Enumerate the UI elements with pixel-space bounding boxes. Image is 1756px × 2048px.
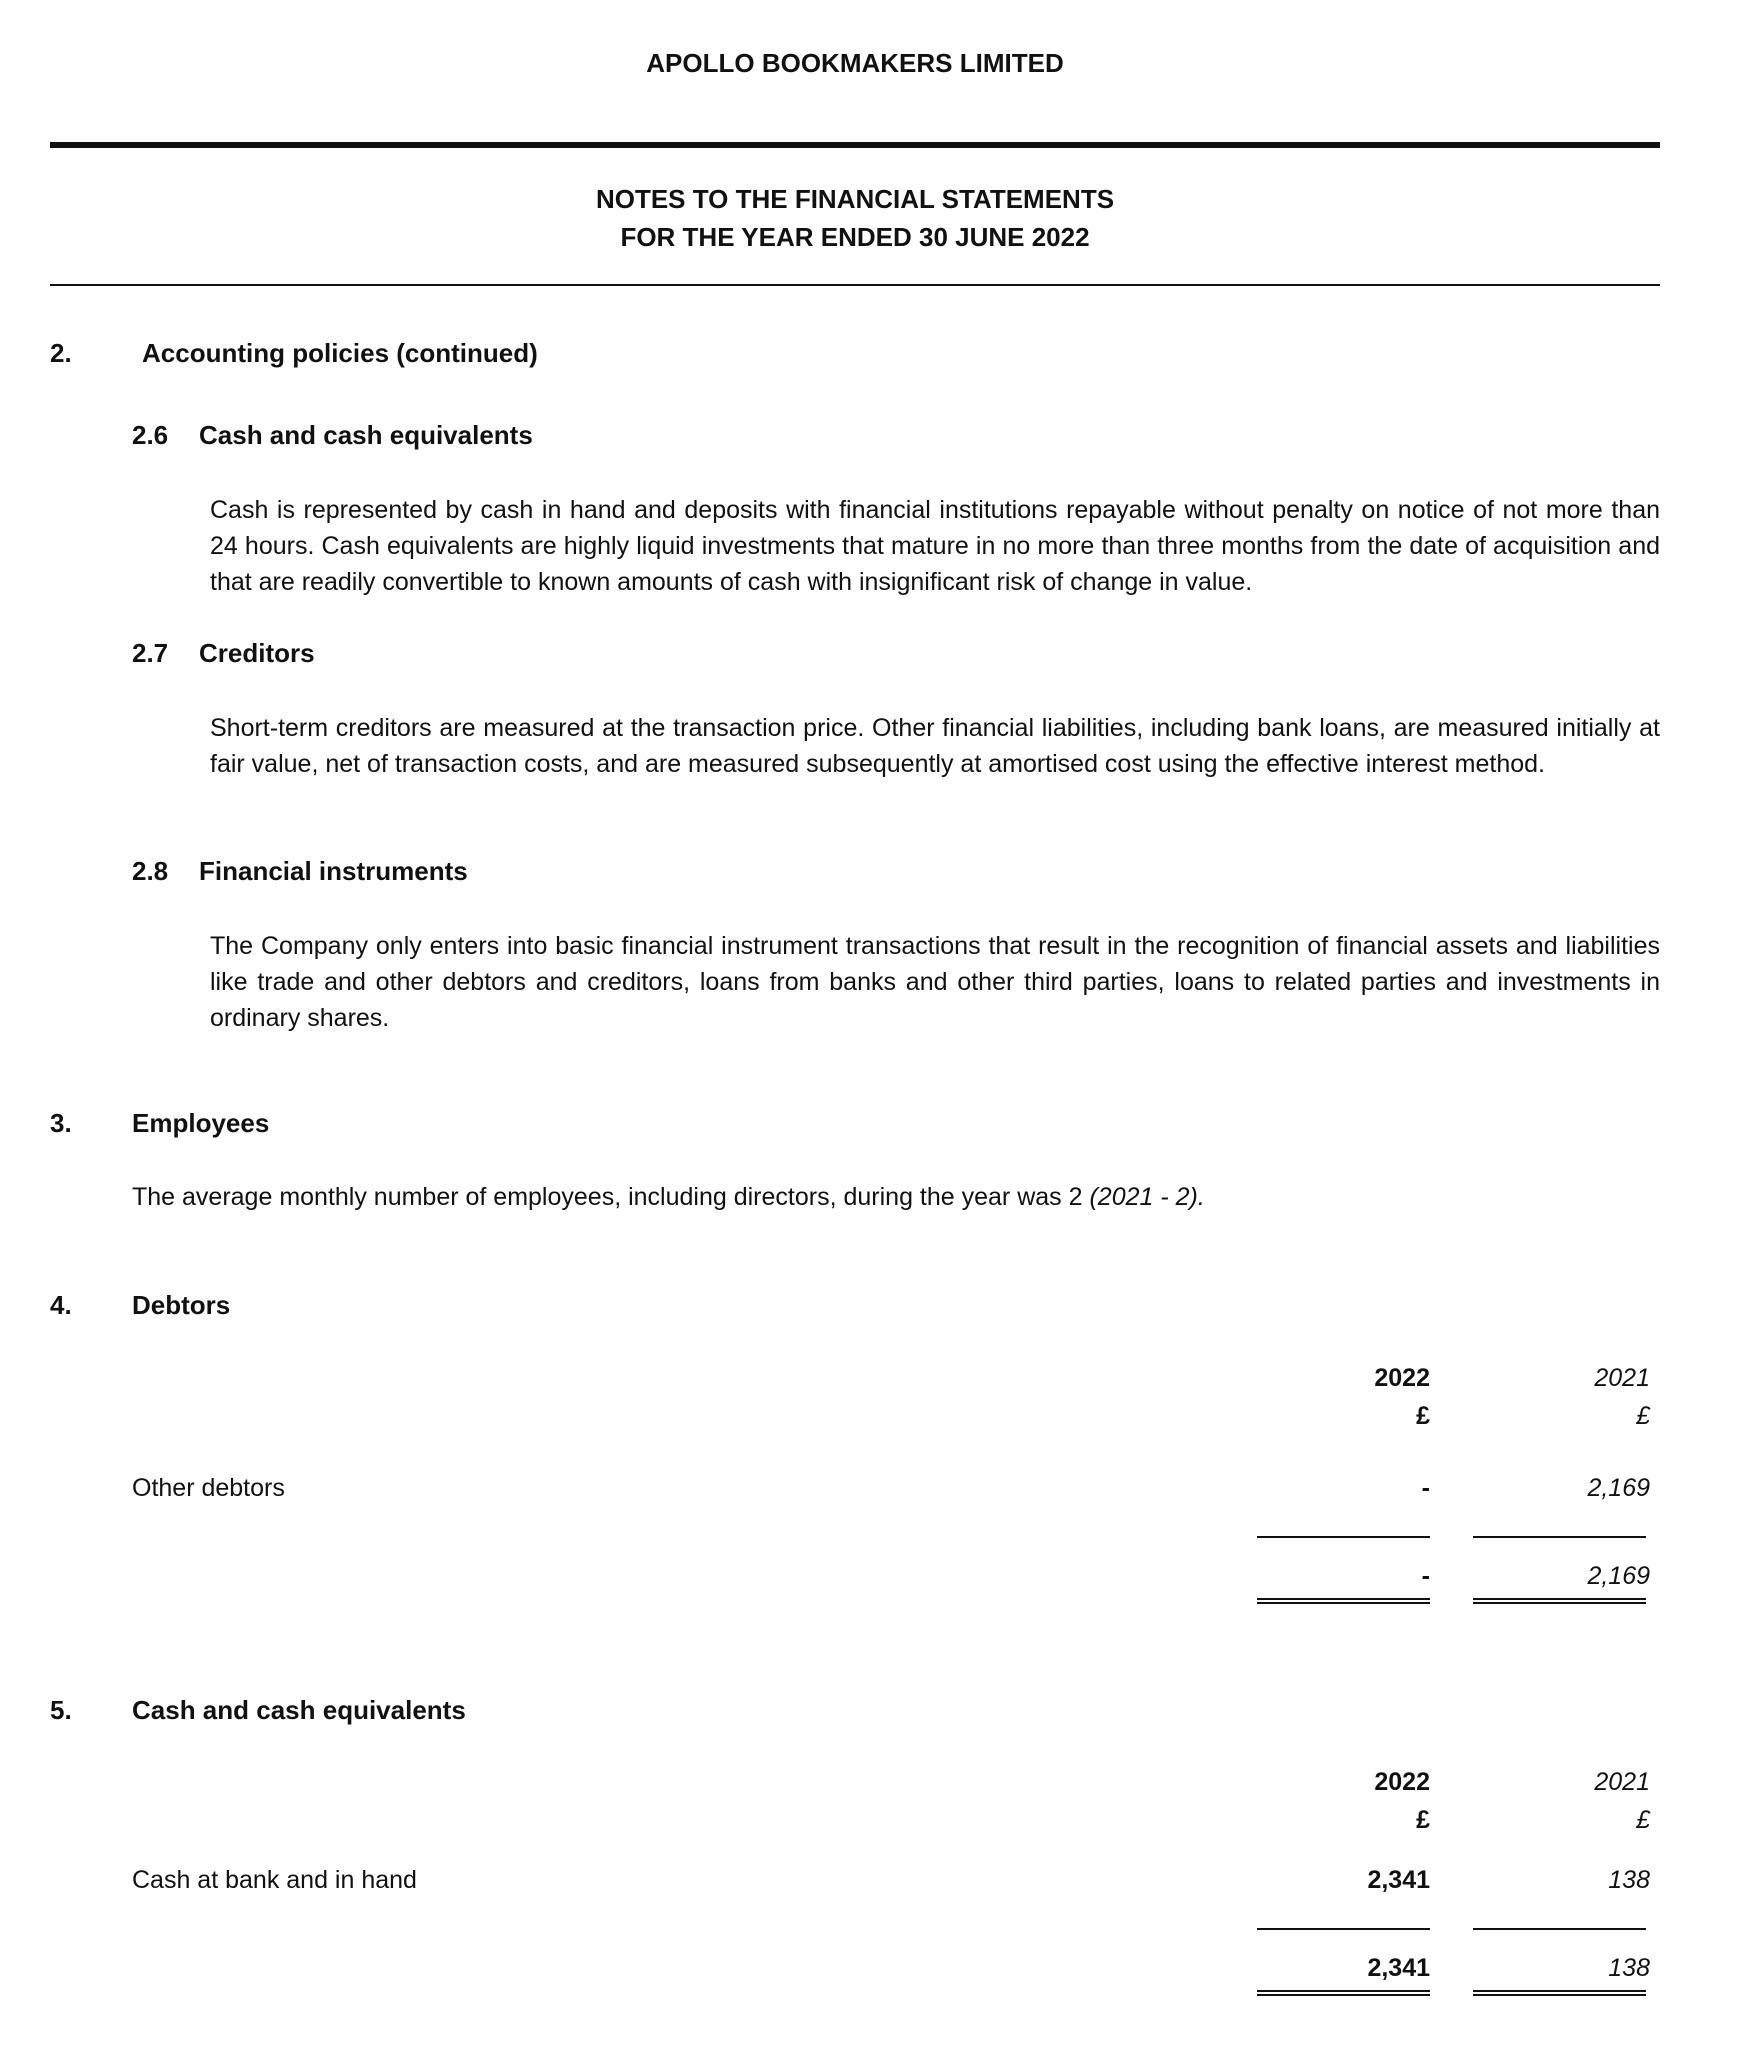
notes-title-line1: NOTES TO THE FINANCIAL STATEMENTS [595,184,1115,214]
note2-6-title: Cash and cash equivalents [199,420,533,450]
note4-total-2021: 2,169 [1587,1562,1650,1590]
note4-currency-2022: £ [1416,1402,1430,1430]
note5-currency-2022: £ [1416,1806,1430,1834]
note4-currency-2021: £ [1636,1402,1650,1430]
note3-number: 3. [50,1108,72,1138]
company-name: APOLLO BOOKMAKERS LIMITED [646,48,1064,78]
note2-8-number: 2.8 [132,856,169,886]
note5-currency-2021: £ [1636,1806,1650,1834]
note2-7-title: Creditors [199,638,315,668]
note2-6-number: 2.6 [132,420,169,450]
note4-col-2021: 2021 [1594,1364,1650,1392]
header-divider-thick [50,142,1660,148]
note4-col-2022: 2022 [1374,1364,1430,1392]
note4-subtotal-line-2021 [1473,1536,1646,1538]
notes-title [0,180,1710,256]
note2-title: Accounting policies (continued) [142,338,538,368]
note5-row-2021: 138 [1608,1866,1650,1894]
note2-8-title: Financial instruments [199,856,468,886]
note5-col-2022: 2022 [1374,1768,1430,1796]
note3-prior-year: (2021 - 2). [1089,1183,1205,1211]
note5-subtotal-line-2022 [1257,1928,1430,1930]
note4-total-double-line-2021 [1473,1598,1646,1604]
note4-number: 4. [50,1290,72,1320]
note4-title: Debtors [132,1290,231,1320]
note5-number: 5. [50,1695,72,1725]
note5-title: Cash and cash equivalents [132,1695,466,1725]
note4-total-double-line-2022 [1257,1598,1430,1604]
note5-col-2021: 2021 [1594,1768,1650,1796]
note5-row-2022: 2,341 [1367,1866,1430,1894]
note4-row-2022: - [1421,1474,1430,1502]
note3-text: The average monthly number of employees, including directors, during the year was 2 [132,1183,1083,1211]
note5-subtotal-line-2021 [1473,1928,1646,1930]
note5-total-double-line-2022 [1257,1990,1430,1996]
note4-row-2021: 2,169 [1587,1474,1650,1502]
note2-7-text: Short-term creditors are measured at the transaction price. Other financial liabilities, including bank loans, are measured initially at fair value, net of transaction costs, and are measured subsequently at amortised cost using the effective interest method. [210,714,1660,778]
note5-total-double-line-2021 [1473,1990,1646,1996]
note4-total-2022: - [1421,1562,1430,1590]
note4-row-label: Other debtors [132,1474,285,1502]
note2-8-text: The Company only enters into basic financial instrument transactions that result in the recognition of financial assets and liabilities like trade and other debtors and creditors, loans from banks and other third parties, loans to related parties and investments in ordinary shares. [210,932,1660,1032]
note3-text-line [132,1183,1205,1212]
header-divider-thin [50,284,1660,286]
note5-row-label: Cash at bank and in hand [132,1866,417,1894]
note2-number: 2. [50,338,72,368]
note5-total-2022: 2,341 [1367,1954,1430,1982]
note3-title: Employees [132,1108,270,1138]
note2-6-text: Cash is represented by cash in hand and deposits with financial institutions repayable without penalty on notice of not more than 24 hours. Cash equivalents are highly liquid investments that mature in no more than three months from the date of acquisition and that are readily convertible to known amounts of cash with insignificant risk of change in value. [210,496,1660,596]
notes-title-line2: FOR THE YEAR ENDED 30 JUNE 2022 [620,222,1090,252]
note4-subtotal-line-2022 [1257,1536,1430,1538]
note2-7-number: 2.7 [132,638,169,668]
note5-total-2021: 138 [1608,1954,1650,1982]
